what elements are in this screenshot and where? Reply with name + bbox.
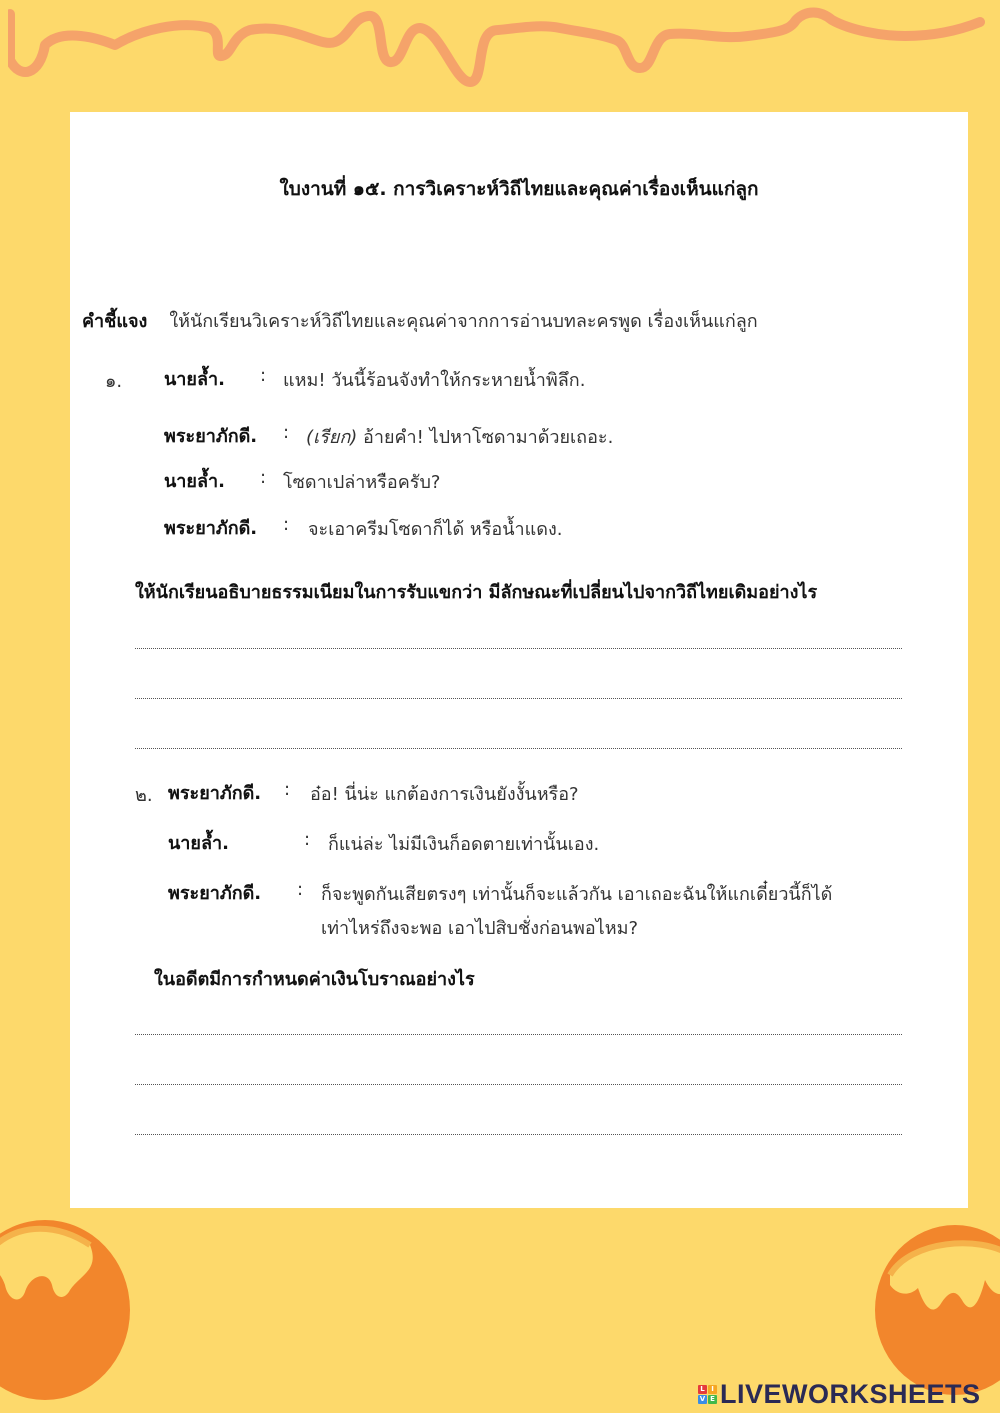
- dialogue-speaker: พระยาภักดี.: [168, 883, 262, 904]
- logo-text: LIVEWORKSHEETS: [720, 1378, 981, 1409]
- dialogue-line: แหม! วันนี้ร้อนจังทำให้กระหายน้ำพิลึก.: [283, 370, 586, 391]
- section2-number: ๒.: [135, 785, 153, 806]
- logo-letter: I: [708, 1385, 717, 1394]
- logo-mark-icon: [698, 1385, 717, 1404]
- answer-line[interactable]: [135, 698, 902, 699]
- drip-border: [10, 13, 980, 83]
- answer-line[interactable]: [135, 1084, 902, 1085]
- answer-line[interactable]: [135, 648, 902, 649]
- dialogue-colon: :: [283, 422, 290, 443]
- dialogue-line: โซดาเปล่าหรือครับ?: [283, 472, 441, 493]
- instruction-label: คำชี้แจง: [82, 311, 148, 332]
- dialogue-line: [306, 422, 613, 451]
- honey-pot-right-icon: [875, 1225, 1000, 1395]
- dialogue-line: อ๋อ! นี่น่ะ แกต้องการเงินยังงั้นหรือ?: [310, 784, 579, 805]
- worksheet-title: ใบงานที่ ๑๕. การวิเคราะห์วิถีไทยและคุณค่าเรื่องเห็นแก่ลูก: [279, 178, 759, 200]
- answer-line[interactable]: [135, 1034, 902, 1035]
- section1-question: ให้นักเรียนอธิบายธรรมเนียมในการรับแขกว่า มีลักษณะที่เปลี่ยนไปจากวิถีไทยเดิมอย่างไร: [135, 582, 818, 603]
- dialogue-line: ก็จะพูดกันเสียตรงๆ เท่านั้นก็จะแล้วกัน เอาเถอะฉันให้แกเดี๋ยวนี้ก็ได้: [321, 884, 833, 905]
- logo-letter: V: [699, 1394, 706, 1403]
- dialogue-line: จะเอาครีมโซดาก็ได้ หรือน้ำแดง.: [308, 519, 563, 540]
- dialogue-speaker: พระยาภักดี.: [164, 518, 258, 539]
- dialogue-speaker: พระยาภักดี.: [168, 783, 262, 804]
- answer-line[interactable]: [135, 1134, 902, 1135]
- dialogue-colon: :: [283, 514, 290, 535]
- dialogue-speaker: นายล้ำ.: [168, 833, 229, 854]
- dialogue-colon: :: [260, 467, 267, 488]
- answer-line[interactable]: [135, 748, 902, 749]
- stage-direction: (เรียก): [306, 427, 358, 448]
- dialogue-line: เท่าไหร่ถึงจะพอ เอาไปสิบชั่งก่อนพอไหม?: [321, 918, 639, 939]
- worksheet-paper: [70, 112, 968, 1208]
- section1-number: ๑.: [105, 371, 123, 392]
- logo-letter: E: [708, 1395, 717, 1404]
- dialogue-line: ก็แน่ล่ะ ไม่มีเงินก็อดตายเท่านั้นเอง.: [328, 834, 600, 855]
- dialogue-speaker: พระยาภักดี.: [164, 426, 258, 447]
- dialogue-speaker: นายล้ำ.: [164, 471, 225, 492]
- dialogue-colon: :: [260, 365, 267, 386]
- logo-letter: L: [698, 1385, 707, 1394]
- liveworksheets-logo: [698, 1378, 981, 1410]
- dialogue-colon: :: [304, 829, 311, 850]
- dialogue-speaker: นายล้ำ.: [164, 369, 225, 390]
- dialogue-colon: :: [284, 779, 291, 800]
- dialogue-colon: :: [297, 879, 304, 900]
- instruction-row: [82, 306, 758, 335]
- honey-pot-left-icon: [0, 1220, 130, 1400]
- section2-question: ในอดีตมีการกำหนดค่าเงินโบราณอย่างไร: [154, 969, 475, 990]
- instruction-text: ให้นักเรียนวิเคราะห์วิถีไทยและคุณค่าจากการอ่านบทละครพูด เรื่องเห็นแก่ลูก: [169, 311, 758, 332]
- dialogue-line-text: อ้ายคำ! ไปหาโซดามาด้วยเถอะ.: [357, 427, 614, 448]
